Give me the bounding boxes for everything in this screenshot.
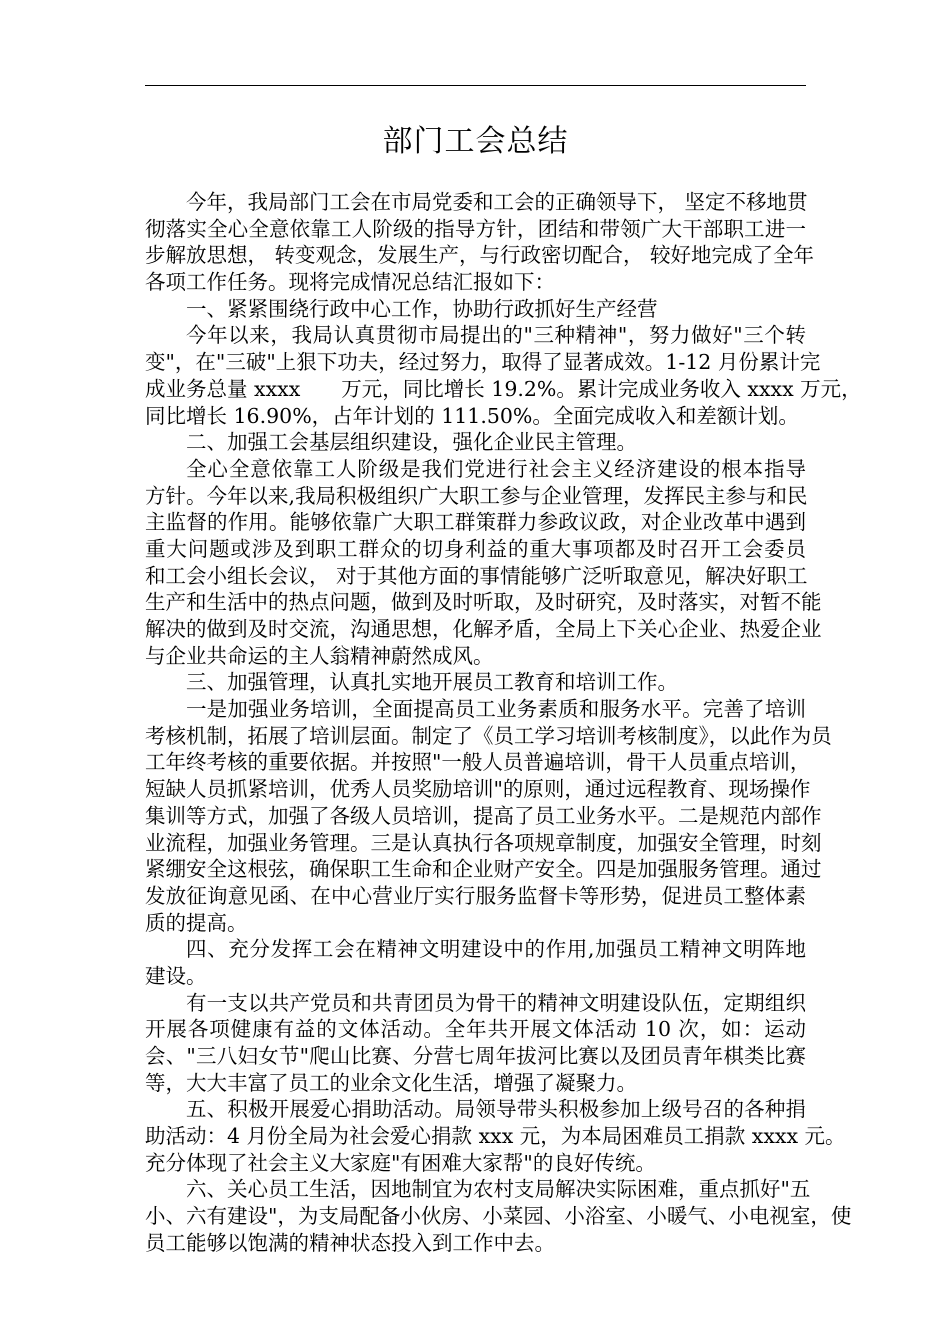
document-title: 部门工会总结 bbox=[382, 124, 569, 159]
text-line: 步解放思想， 转变观念，发展生产，与行政密切配合， 较好地完成了全年 bbox=[145, 243, 815, 268]
text-line: 会、"三八妇女节"爬山比赛、分营七周年拔河比赛以及团员青年棋类比赛 bbox=[145, 1044, 806, 1068]
text-line: 考核机制，拓展了培训层面。制定了《员工学习培训考核制度》，以此作为员 bbox=[145, 723, 832, 748]
text-line: 业流程，加强业务管理。三是认真执行各项规章制度，加强安全管理，时刻 bbox=[145, 830, 822, 855]
text-line: 五、积极开展爱心捐助活动。局领导带头积极参加上级号召的各种捐 bbox=[186, 1097, 806, 1122]
text-line: 与企业共命运的主人翁精神蔚然成风。 bbox=[145, 643, 494, 668]
text-line: 四、充分发挥工会在精神文明建设中的作用,加强员工精神文明阵地 bbox=[186, 937, 806, 962]
body-paragraph bbox=[145, 1176, 852, 1256]
text-line: 发放征询意见函、在中心营业厅实行服务监督卡等形势，促进员工整体素 bbox=[145, 883, 806, 908]
text-line: 变"，在"三破"上狠下功夫，经过努力，取得了显著成效。1-12 月份累计完 bbox=[145, 350, 821, 375]
body-paragraph bbox=[145, 456, 822, 670]
document-body bbox=[145, 189, 862, 1257]
header-rule bbox=[145, 85, 806, 86]
section-heading bbox=[145, 936, 806, 989]
body-paragraph bbox=[145, 990, 806, 1097]
text-line: 短缺人员抓紧培训，优秀人员奖励培训"的原则，通过远程教育、现场操作 bbox=[145, 777, 811, 802]
text-line: 助活动：4 月份全局为社会爱心捐款 xxx 元，为本局困难员工捐款 xxxx 元。 bbox=[145, 1124, 846, 1149]
text-line: 充分体现了社会主义大家庭"有困难大家帮"的良好传统。 bbox=[145, 1150, 656, 1175]
text-line: 紧绷安全这根弦，确保职工生命和企业财产安全。四是加强服务管理。通过 bbox=[145, 857, 822, 882]
text-line: 主监督的作用。能够依靠广大职工群策群力参政议政，对企业改革中遇到 bbox=[145, 510, 806, 535]
text-line: 全心全意依靠工人阶级是我们党进行社会主义经济建设的根本指导 bbox=[186, 456, 806, 481]
text-line: 一、紧紧围绕行政中心工作，协助行政抓好生产经营 bbox=[186, 296, 658, 321]
text-line: 方针。今年以来,我局积极组织广大职工参与企业管理，发挥民主参与和民 bbox=[145, 483, 808, 508]
body-paragraph bbox=[145, 1096, 846, 1176]
section-heading bbox=[145, 669, 806, 696]
text-line: 各项工作任务。现将完成情况总结汇报如下： bbox=[145, 270, 555, 295]
text-line: 质的提高。 bbox=[145, 910, 248, 935]
text-line: 一是加强业务培训，全面提高员工业务素质和服务水平。完善了培训 bbox=[186, 697, 806, 722]
body-paragraph bbox=[145, 696, 832, 936]
body-paragraph bbox=[145, 322, 862, 429]
text-line: 今年，我局部门工会在市局党委和工会的正确领导下， 坚定不移地贯 bbox=[186, 190, 808, 214]
text-line: 同比增长 16.90%，占年计划的 111.50%。全面完成收入和差额计划。 bbox=[145, 403, 799, 428]
body-paragraph bbox=[145, 189, 815, 296]
text-line: 小、六有建设"，为支局配备小伙房、小菜园、小浴室、小暖气、小电视室，使 bbox=[145, 1204, 852, 1229]
text-line: 建设。 bbox=[145, 963, 207, 988]
text-line: 彻落实全心全意依靠工人阶级的指导方针，团结和带领广大干部职工进一 bbox=[145, 216, 806, 241]
text-line: 三、加强管理，认真扎实地开展员工教育和培训工作。 bbox=[186, 670, 678, 695]
text-line: 成业务总量 xxxx 万元，同比增长 19.2%。累计完成业务收入 xxxx 万元， bbox=[145, 376, 862, 401]
text-line: 有一支以共产党员和共青团员为骨干的精神文明建设队伍，定期组织 bbox=[186, 990, 806, 1015]
text-line: 集训等方式，加强了各级人员培训，提高了员工业务水平。二是规范内部作 bbox=[145, 803, 822, 828]
text-line: 生产和生活中的热点问题，做到及时听取，及时研究，及时落实，对暂不能 bbox=[145, 590, 822, 615]
text-line: 等，大大丰富了员工的业余文化生活，增强了凝聚力。 bbox=[145, 1070, 637, 1095]
text-line: 员工能够以饱满的精神状态投入到工作中去。 bbox=[145, 1230, 555, 1255]
text-line: 解决的做到及时交流，沟通思想，化解矛盾，全局上下关心企业、热爱企业 bbox=[145, 617, 822, 641]
text-line: 开展各项健康有益的文体活动。全年共开展文体活动 10 次，如：运动 bbox=[145, 1017, 806, 1042]
text-line: 重大问题或涉及到职工群众的切身利益的重大事项都及时召开工会委员 bbox=[145, 536, 806, 561]
section-heading bbox=[145, 429, 806, 456]
text-line: 和工会小组长会议， 对于其他方面的事情能够广泛听取意见，解决好职工 bbox=[145, 563, 808, 588]
text-line: 二、加强工会基层组织建设，强化企业民主管理。 bbox=[186, 430, 637, 455]
text-line: 今年以来，我局认真贯彻市局提出的"三种精神"，努力做好"三个转 bbox=[186, 323, 806, 348]
text-line: 工年终考核的重要依据。并按照"一般人员普遍培训，骨干人员重点培训， bbox=[145, 750, 811, 775]
section-heading bbox=[145, 296, 806, 323]
text-line: 六、关心员工生活，因地制宜为农村支局解决实际困难，重点抓好"五 bbox=[186, 1177, 811, 1202]
